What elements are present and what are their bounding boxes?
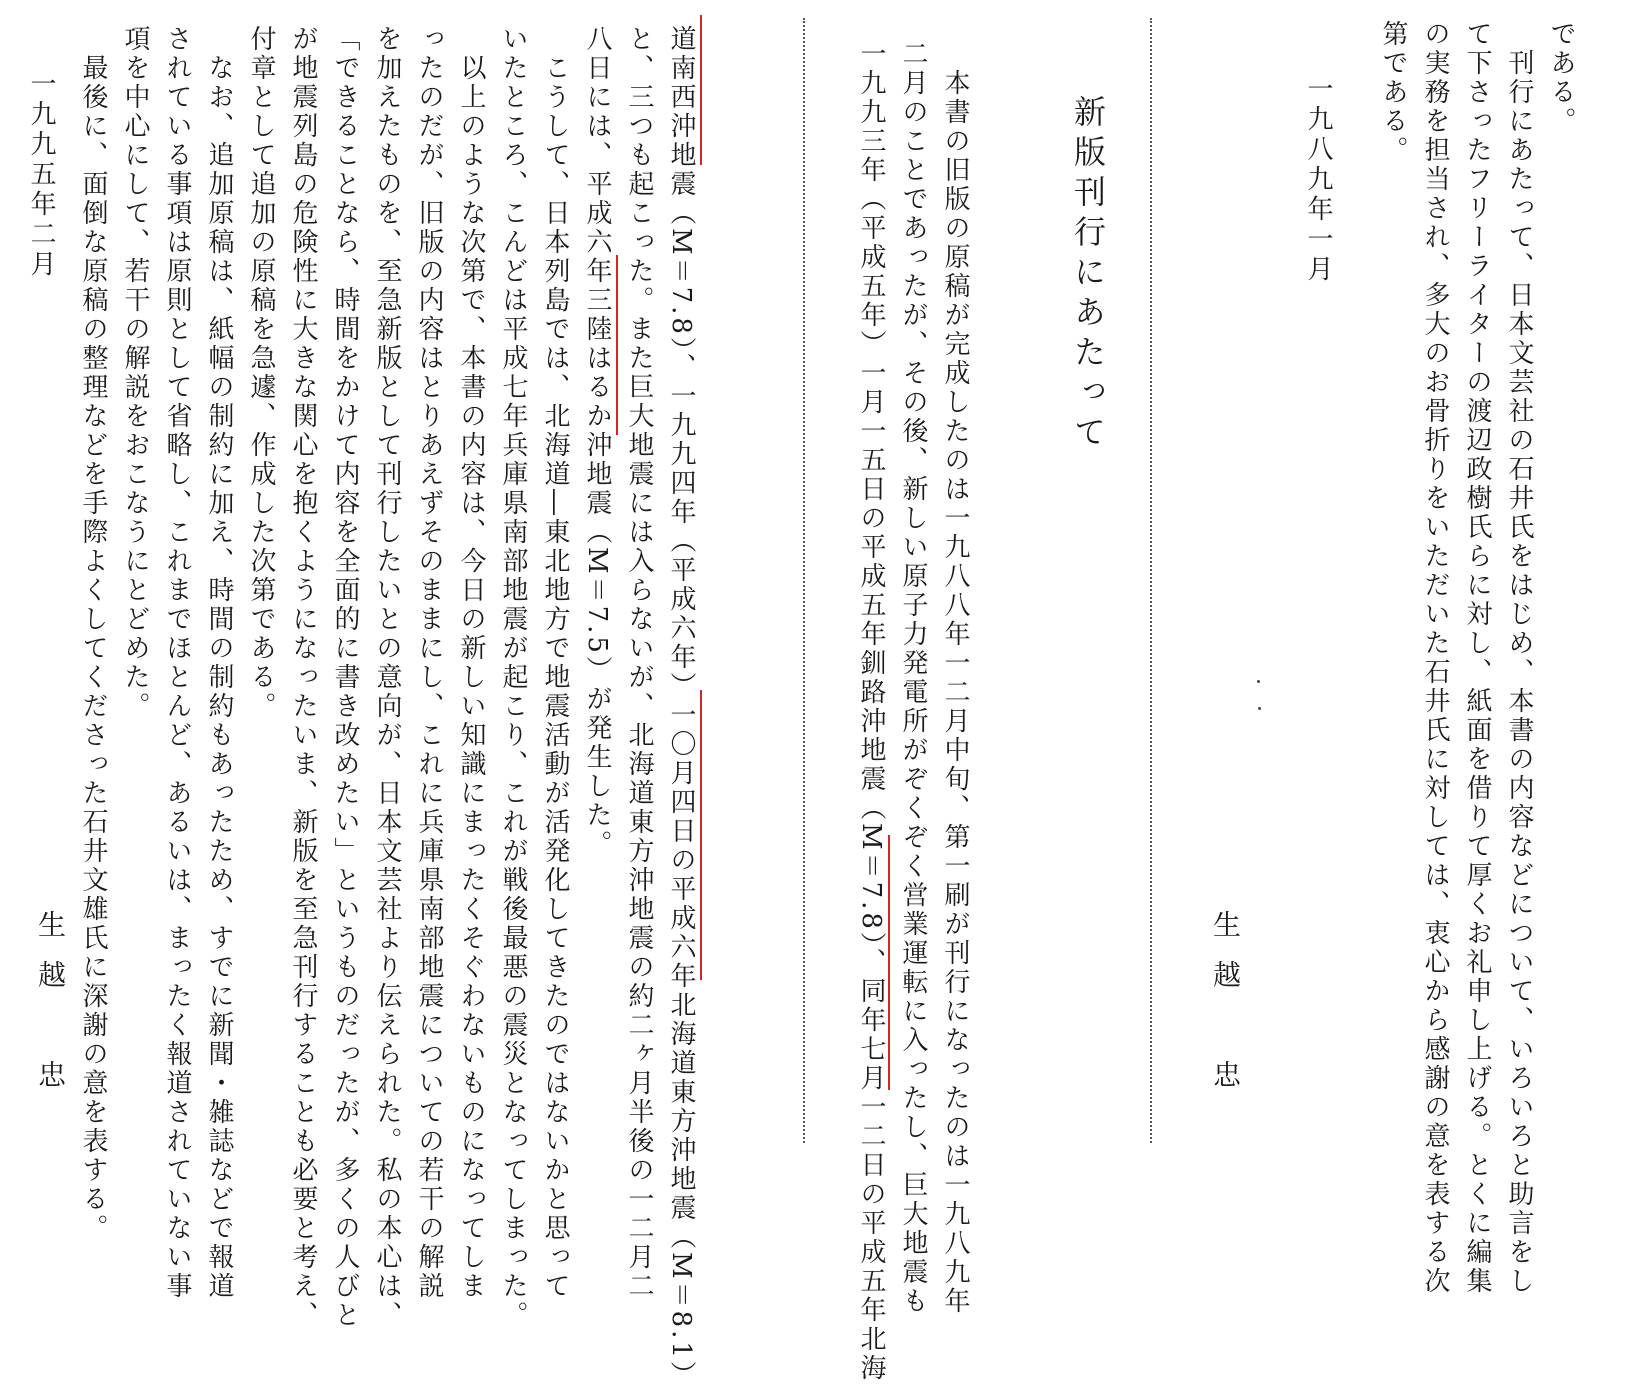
date-line: 一九八九年一月 [1303,75,1333,285]
text-line: されている事項は原則として省略し、これまでほとんど、あるいは、まったく報道されていない事 [162,25,192,1301]
text-line: 付章として追加の原稿を急遽、作成した次第である。 [246,25,276,721]
text-line: 最後に、面倒な原稿の整理などを手際よくしてくださった石井文雄氏に深謝の意を表する。 [78,25,108,1243]
text-line: ったのだが、旧版の内容はとりあえずそのままにし、これに兵庫県南部地震についての若干の解説 [414,25,444,1301]
author-signature: 生越 忠 [34,910,67,1110]
section-title: 新版刊行にあたって [1069,95,1107,455]
text-line: 道南西沖地震（M＝7.8）、一九九四年（平成六年）一〇月四日の平成六年北海道東方沖地震（M＝8.1） [666,25,696,1390]
text-line: 本書の旧版の原稿が完成したのは一九八八年一二月中旬、第一刷が刊行になったのは一九八九年 [940,40,970,1316]
text-line: と、三つも起こった。また巨大地震には入らないが、北海道東方沖地震の約二ヶ月半後の一二月二 [624,25,654,1301]
text-line: が地震列島の危険性に大きな関心を抱くようになったいま、新版を至急刊行することも必要と考え、 [288,25,318,1330]
text-line: て下さったフリーライターの渡辺政樹氏らに対し、紙面を借りて厚くお礼申し上げる。とくに編集 [1462,20,1492,1296]
red-annotation-mark [888,835,890,1090]
text-line: である。 [1546,20,1576,136]
text-line: 八日には、平成六年三陸はるか沖地震（M＝7.5）が発生した。 [582,25,612,859]
text-line: 一九九三年（平成五年）一月一五日の平成五年釧路沖地震（M＝7.8）、同年七月一二日の平成五年北海 [856,40,886,1383]
text-line: 刊行にあたって、日本文芸社の石井氏をはじめ、本書の内容などについて、いろいろと助言をし [1504,20,1534,1296]
text-line: いたところ、こんどは平成七年兵庫県南部地震が起こり、これが戦後最悪の震災となってしまった。 [498,25,528,1330]
page-divider-left [803,18,805,1143]
text-line: 項を中心にして、若干の解説をおこなうにとどめた。 [120,25,150,721]
text-line: を加えたものを、至急新版として刊行したいとの意向が、日本文芸社より伝えられた。私の本心は、 [372,25,402,1330]
text-line: 二月のことであったが、その後、新しい原子力発電所がぞくぞく営業運転に入ったし、巨大地震も [898,40,928,1316]
date-line: 一九九五年二月 [26,70,56,280]
text-line: 第である。 [1378,20,1408,165]
author-signature: 生越 忠 [1209,910,1242,1110]
text-line: 以上のような次第で、本書の内容は、今日の新しい知識にまったくそぐわないものになってしま [456,25,486,1301]
text-line: 「できることなら、時間をかけて内容を全面的に書き改めたい」というものだったが、多くの人びと [330,25,360,1330]
red-annotation-mark [700,15,702,165]
red-annotation-mark [700,690,702,980]
scan-speck [1257,680,1260,683]
text-line: の実務を担当され、多大のお骨折りをいただいた石井氏に対しては、衷心から感謝の意を表する次 [1420,20,1450,1296]
scan-speck [1258,707,1261,710]
red-annotation-mark [616,255,618,435]
page-divider-right [1150,18,1152,1143]
text-line: こうして、日本列島では、北海道―東北地方で地震活動が活発化してきたのではないかと思って [540,25,570,1301]
text-line: なお、追加原稿は、紙幅の制約に加え、時間の制約もあったため、すでに新聞・雑誌などで報道 [204,25,234,1301]
